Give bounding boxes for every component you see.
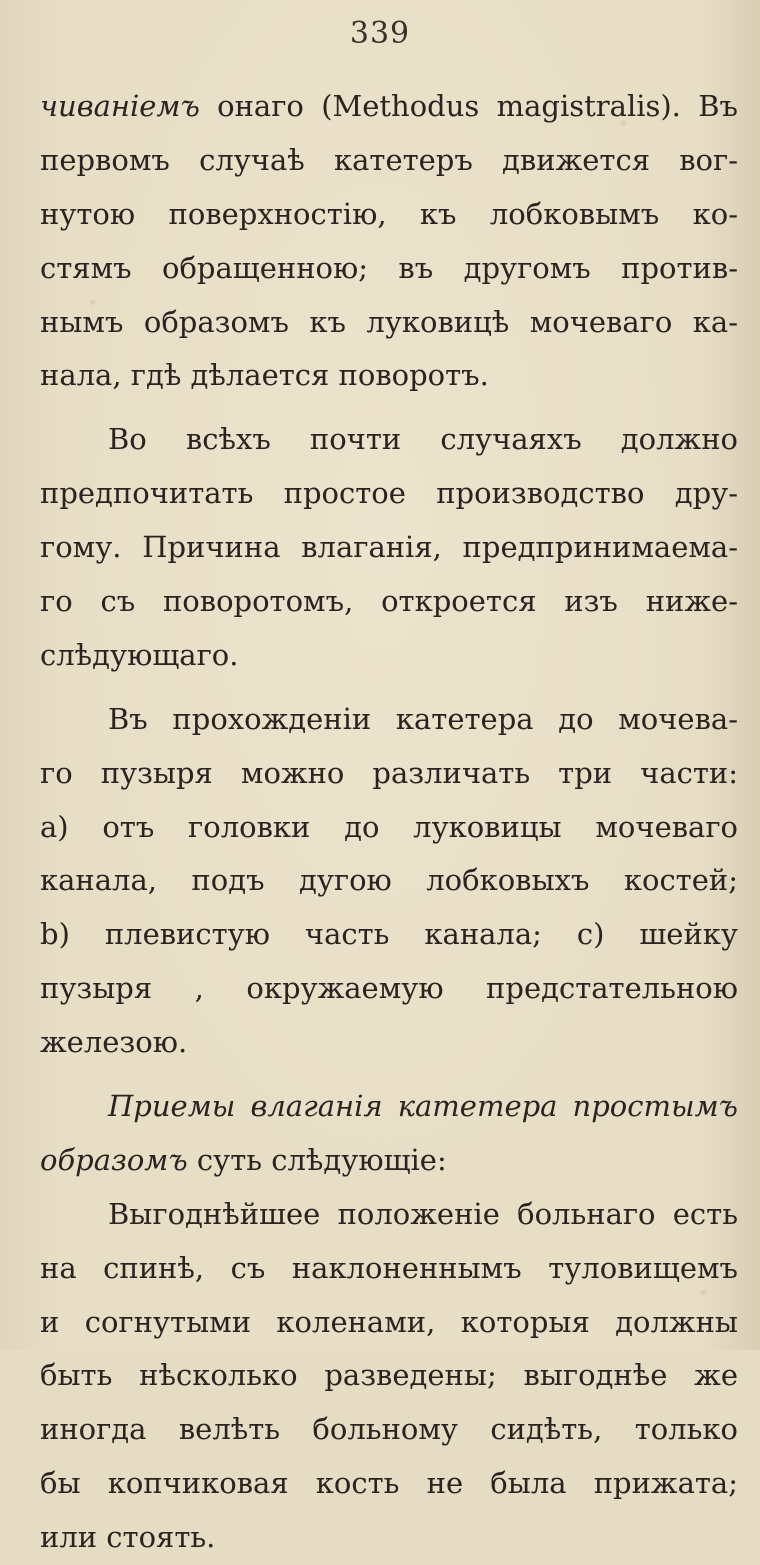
- text-line: иногда велѣть больному сидѣть, только: [40, 1412, 738, 1447]
- text-line: гому. Причина влаганія, предпринимаема-: [40, 530, 738, 565]
- text-line: Выгоднѣйшее положеніе больнаго есть: [108, 1196, 738, 1231]
- text-line: образомъ суть слѣдующіе:: [40, 1142, 447, 1177]
- paragraph-2: [40, 413, 738, 682]
- text-line: нымъ образомъ къ луковицѣ мочеваго ка-: [40, 304, 738, 339]
- text-line: на спинѣ, съ наклоненнымъ туловищемъ: [40, 1250, 738, 1285]
- text-line: Во всѣхъ почти случаяхъ должно: [108, 422, 738, 457]
- paragraph-1: [40, 80, 738, 403]
- text-line: нутою поверхностію, къ лобковымъ ко-: [40, 196, 738, 231]
- text-line: быть нѣсколько разведены; выгоднѣе же: [40, 1358, 738, 1393]
- italic-phrase: Приемы влаганія катетера простымъ: [108, 1089, 738, 1124]
- text-line: чиваніемъ онаго (Methodus magistralis). Въ: [40, 89, 738, 123]
- text-line: бы копчиковая кость не была прижата;: [40, 1466, 738, 1501]
- page-text: [40, 80, 738, 1565]
- text-line: канала, подъ дугою лобковыхъ костей;: [40, 863, 738, 898]
- page-number: 339: [349, 16, 411, 51]
- italic-word: чиваніемъ: [40, 89, 200, 123]
- text-line: Въ прохожденіи катетера до мочева-: [108, 701, 738, 736]
- text-line: и согнутыми коленами, которыя должны: [40, 1304, 738, 1339]
- text-line: или стоять.: [40, 1520, 216, 1555]
- text-line: a) отъ головки до луковицы мочеваго: [40, 809, 738, 844]
- text-line: го съ поворотомъ, откроется изъ ниже-: [40, 584, 738, 619]
- text-line: железою.: [40, 1025, 188, 1060]
- italic-word: образомъ: [40, 1142, 188, 1177]
- text-line: первомъ случаѣ катетеръ движется вог-: [40, 142, 738, 177]
- text-line: пузыря , окружаемую предстательною: [40, 971, 738, 1006]
- text-line: b) плевистую часть канала; c) шейку: [40, 917, 738, 952]
- text-line: [40, 1080, 738, 1134]
- text-line: предпочитать простое производство дру-: [40, 476, 738, 511]
- text-line: нала, гдѣ дѣлается поворотъ.: [40, 358, 489, 393]
- text-line: стямъ обращенною; въ другомъ против-: [40, 250, 738, 285]
- text-line: го пузыря можно различать три части:: [40, 755, 738, 790]
- paragraph-3: [40, 693, 738, 1070]
- paragraph-5: [40, 1188, 738, 1565]
- text-line: слѣдующаго.: [40, 637, 239, 672]
- paragraph-4: [40, 1080, 738, 1188]
